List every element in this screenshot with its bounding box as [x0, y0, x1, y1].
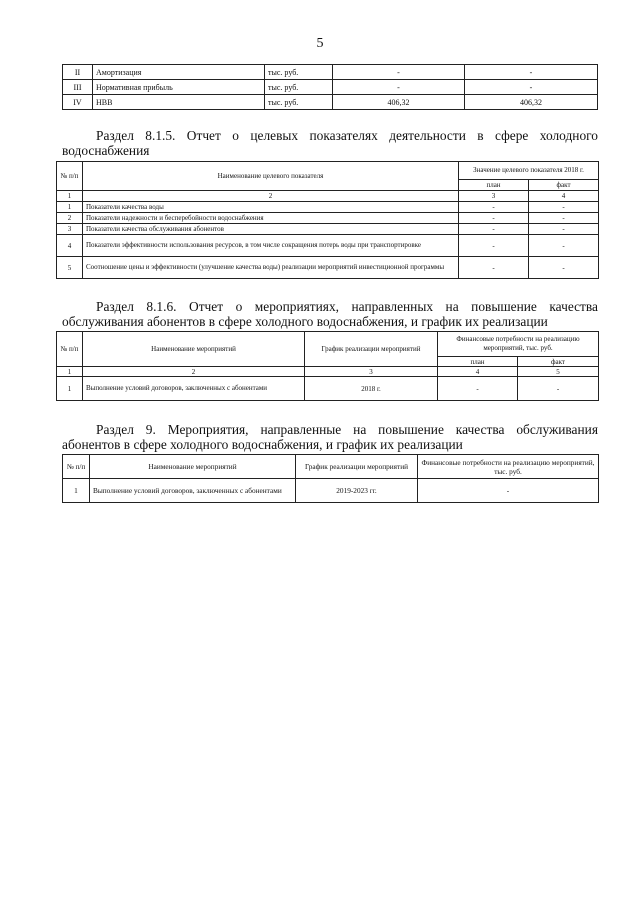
row-fact: - — [529, 202, 599, 213]
plan-table — [62, 454, 599, 503]
table-row — [57, 235, 599, 257]
col-schedule-header: График реализации мероприятий — [296, 455, 418, 479]
row-name: Соотношение цены и эффективности (улучшение качества воды) реализации мероприятий инвестиционной программы — [83, 257, 459, 279]
col-name-header: Наименование мероприятий — [83, 332, 305, 367]
row-plan: - — [459, 202, 529, 213]
col-num-header: № п/п — [57, 162, 83, 191]
row-fact: - — [529, 257, 599, 279]
row-plan: - — [333, 80, 465, 95]
row-plan: - — [459, 257, 529, 279]
table-row — [57, 377, 599, 401]
row-num: 1 — [63, 479, 90, 503]
index-cell: 2 — [83, 367, 305, 377]
col-plan-header: план — [438, 357, 518, 367]
row-name: Показатели качества обслуживания абонентов — [83, 224, 459, 235]
col-finance-header: Финансовые потребности на реализацию мероприятий, тыс. руб. — [418, 455, 599, 479]
row-name: Амортизация — [93, 65, 265, 80]
targets-table — [56, 161, 599, 279]
row-name: Выполнение условий договоров, заключенных с абонентами — [90, 479, 296, 503]
table-row — [57, 213, 599, 224]
col-name-header: Наименование целевого показателя — [83, 162, 459, 191]
row-schedule: 2018 г. — [305, 377, 438, 401]
row-num: 2 — [57, 213, 83, 224]
table-row — [63, 65, 598, 80]
section-9-heading: Раздел 9. Мероприятия, направленные на повышение качества обслуживания абонентов в сфере холодного водоснабжения, и график их реализации — [62, 422, 598, 452]
row-plan: - — [438, 377, 518, 401]
index-cell: 4 — [529, 191, 599, 202]
row-num: 3 — [57, 224, 83, 235]
table-row — [57, 257, 599, 279]
col-schedule-header: График реализации мероприятий — [305, 332, 438, 367]
row-plan: - — [459, 213, 529, 224]
row-fact: - — [529, 224, 599, 235]
index-cell: 2 — [83, 191, 459, 202]
row-num: II — [63, 65, 93, 80]
index-row — [57, 191, 599, 202]
col-num-header: № п/п — [63, 455, 90, 479]
row-num: 1 — [57, 377, 83, 401]
col-fact-header: факт — [518, 357, 599, 367]
index-row — [57, 367, 599, 377]
row-fact: - — [465, 80, 598, 95]
row-fact: - — [529, 235, 599, 257]
col-value-group-header: Значение целевого показателя 2018 г. — [459, 162, 599, 180]
table-row — [63, 479, 599, 503]
index-cell: 4 — [438, 367, 518, 377]
section-815-heading: Раздел 8.1.5. Отчет о целевых показателях деятельности в сфере холодного водоснабжения — [62, 128, 598, 158]
table-row — [63, 80, 598, 95]
row-num: 5 — [57, 257, 83, 279]
row-name: Нормативная прибыль — [93, 80, 265, 95]
table-row — [63, 95, 598, 110]
row-name: Выполнение условий договоров, заключенных с абонентами — [83, 377, 305, 401]
row-plan: 406,32 — [333, 95, 465, 110]
row-fact: - — [465, 65, 598, 80]
top-table — [62, 64, 598, 110]
index-cell: 1 — [57, 367, 83, 377]
row-unit: тыс. руб. — [265, 65, 333, 80]
row-name: Показатели надежности и бесперебойности водоснабжения — [83, 213, 459, 224]
index-cell: 5 — [518, 367, 599, 377]
row-fact: - — [529, 213, 599, 224]
row-num: 1 — [57, 202, 83, 213]
col-finance-group-header: Финансовые потребности на реализацию мероприятий, тыс. руб. — [438, 332, 599, 357]
table-row — [57, 224, 599, 235]
row-unit: тыс. руб. — [265, 95, 333, 110]
row-name: Показатели эффективности использования ресурсов, в том числе сокращения потерь воды при транспортировке — [83, 235, 459, 257]
row-finance: - — [418, 479, 599, 503]
row-name: НВВ — [93, 95, 265, 110]
row-num: III — [63, 80, 93, 95]
row-num: IV — [63, 95, 93, 110]
row-plan: - — [459, 235, 529, 257]
section-816-heading: Раздел 8.1.6. Отчет о мероприятиях, направленных на повышение качества обслуживания абонентов в сфере холодного водоснабжения, и график их реализации — [62, 299, 598, 329]
row-num: 4 — [57, 235, 83, 257]
row-schedule: 2019-2023 гг. — [296, 479, 418, 503]
col-name-header: Наименование мероприятий — [90, 455, 296, 479]
row-name: Показатели качества воды — [83, 202, 459, 213]
col-fact-header: факт — [529, 180, 599, 191]
index-cell: 3 — [459, 191, 529, 202]
page-number: 5 — [316, 36, 324, 51]
row-fact: - — [518, 377, 599, 401]
events-table — [56, 331, 599, 401]
index-cell: 1 — [57, 191, 83, 202]
row-fact: 406,32 — [465, 95, 598, 110]
col-plan-header: план — [459, 180, 529, 191]
row-plan: - — [459, 224, 529, 235]
index-cell: 3 — [305, 367, 438, 377]
table-row — [57, 202, 599, 213]
col-num-header: № п/п — [57, 332, 83, 367]
row-unit: тыс. руб. — [265, 80, 333, 95]
row-plan: - — [333, 65, 465, 80]
